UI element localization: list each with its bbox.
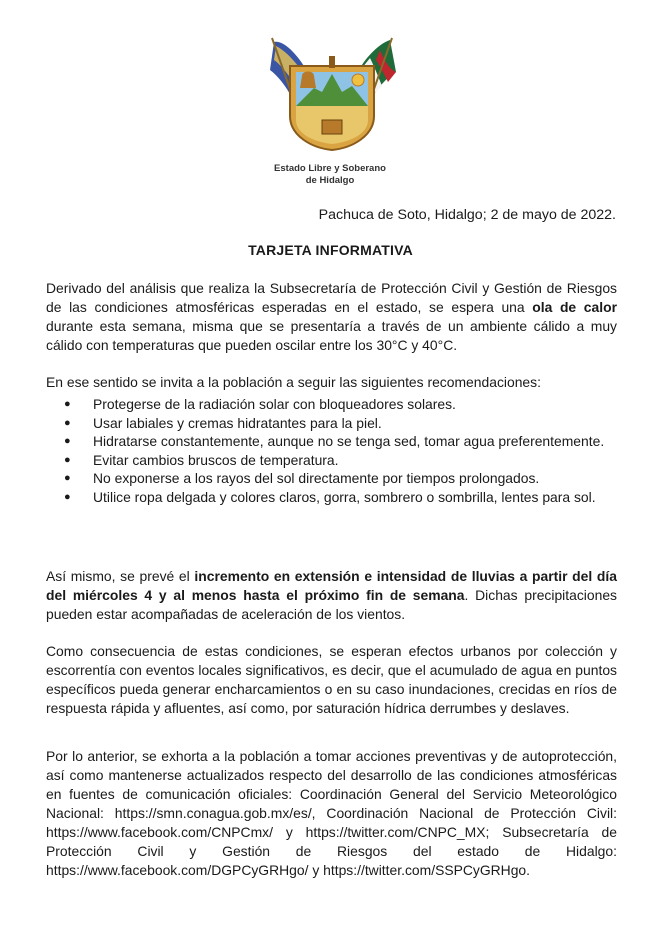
paragraph-1-text-b: durante esta semana, misma que se presentaría a través de un ambiente cálido a muy cálido con temperaturas que pueden oscilar entre los 30°C y 40°C. bbox=[46, 318, 617, 353]
bullet-icon: ● bbox=[64, 416, 71, 429]
paragraph-3-bold: incremento en extensión e intensidad de lluvias a partir del día del miércoles 4 y al menos hasta el próximo fin de semana bbox=[46, 568, 617, 603]
list-item bbox=[46, 469, 617, 488]
paragraph-recommendations-intro: En ese sentido se invita a la población a seguir las siguientes recomendaciones: bbox=[46, 374, 541, 390]
list-item-text: Utilice ropa delgada y colores claros, gorra, sombrero o sombrilla, lentes para sol. bbox=[93, 488, 596, 505]
list-item-text: Protegerse de la radiación solar con bloqueadores solares. bbox=[93, 396, 456, 412]
crest-top bbox=[329, 56, 335, 68]
caption-line-1: Estado Libre y Soberano bbox=[274, 163, 386, 174]
list-item-text: Usar labiales y cremas hidratantes para la piel. bbox=[93, 414, 382, 431]
list-item bbox=[46, 414, 617, 433]
caption-line-2: de Hidalgo bbox=[305, 174, 355, 186]
list-item-text: Evitar cambios bruscos de temperatura. bbox=[93, 451, 339, 468]
document-title: TARJETA INFORMATIVA bbox=[248, 242, 413, 258]
sun-icon bbox=[352, 74, 364, 86]
paragraph-3-text-b: . Dichas precipitaciones pueden estar acompañadas de aceleración de los vientos. bbox=[46, 587, 617, 622]
bullet-icon: ● bbox=[64, 453, 71, 466]
list-item bbox=[46, 451, 617, 470]
bullet-icon: ● bbox=[64, 435, 71, 448]
hidalgo-coat-of-arms-icon bbox=[262, 36, 402, 152]
paragraph-heatwave bbox=[46, 279, 617, 355]
paragraph-3-text-a: Así mismo, se prevé el bbox=[46, 568, 195, 584]
state-caption bbox=[250, 163, 410, 186]
paragraph-urban-effects: Como consecuencia de estas condiciones, se esperan efectos urbanos por colección y escorrentía con eventos locales significativos, es decir, que el acumulado de agua en puntos específicos pueda generar encharcamientos o en su caso inundaciones, crecidas en ríos de respuesta rápida y afluentes, así como, por saturación hídrica derrumbes y deslaves. bbox=[46, 643, 617, 716]
chest-icon bbox=[322, 120, 342, 134]
paragraph-1-bold: ola de calor bbox=[532, 299, 617, 315]
list-item bbox=[46, 432, 617, 451]
bullet-icon: ● bbox=[64, 472, 71, 485]
coat-of-arms-graphic bbox=[262, 36, 402, 152]
list-item-text: Hidratarse constantemente, aunque no se tenga sed, tomar agua preferentemente. bbox=[93, 433, 605, 450]
bullet-icon: ● bbox=[64, 490, 71, 503]
list-item bbox=[46, 488, 617, 507]
paragraph-rain-forecast bbox=[46, 567, 617, 624]
paragraph-official-sources: Por lo anterior, se exhorta a la población a tomar acciones preventivas y de autoprotección, así como mantenerse actualizados respecto del desarrollo de las condiciones atmosféricas en fuentes de comunicación oficiales: Coordinación General del Servicio Meteorológico Nacional: https://smn.conagua.gob.mx/es/, Coordinación Nacional de Protección Civil: https://www.facebook.com/CNPCmx/ y https://twitter.com/CNPC_MX; Subsecretaría de Protección Civil y Gestión de Riesgos del estado de Hidalgo: https://www.facebook.com/DGPCyGRHgo/ y https://twitter.com/SSPCyGRHgo. bbox=[46, 748, 617, 878]
recommendations-list bbox=[46, 395, 617, 507]
list-item bbox=[46, 395, 617, 414]
list-item-text: No exponerse a los rayos del sol directamente por tiempos prolongados. bbox=[93, 470, 540, 487]
paragraph-1-text-a: Derivado del análisis que realiza la Subsecretaría de Protección Civil y Gestión de Riesgos de las condiciones atmosféricas esperadas en el estado, se espera una bbox=[46, 280, 617, 315]
dateline: Pachuca de Soto, Hidalgo; 2 de mayo de 2022. bbox=[318, 207, 616, 223]
bullet-icon: ● bbox=[64, 398, 71, 410]
